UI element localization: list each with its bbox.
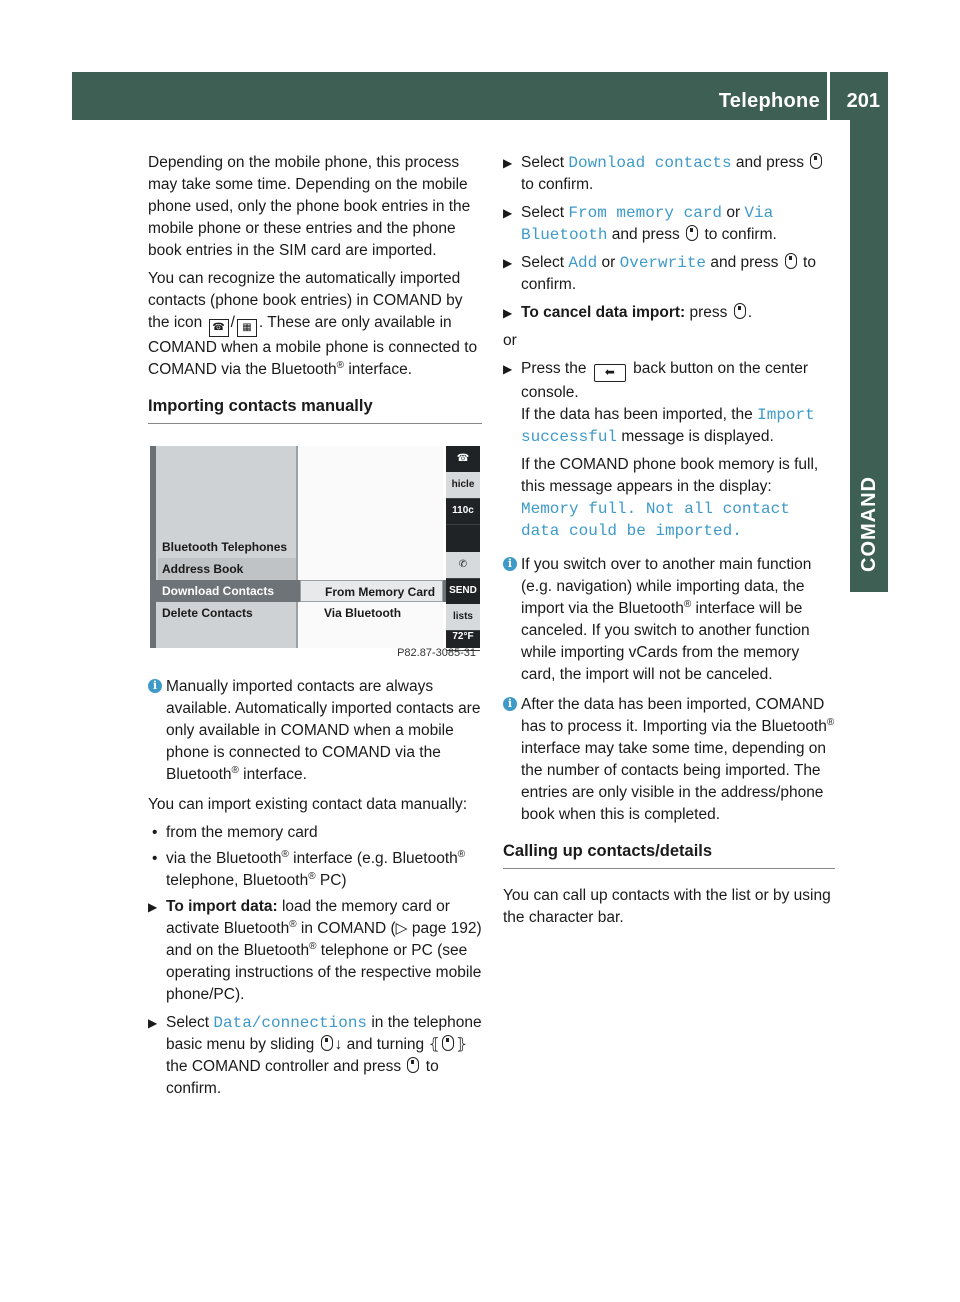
step-select-add-overwrite: ▶ Select Add or Overwrite and press to confirm. — [503, 254, 816, 293]
controller-slide-icon — [321, 1035, 333, 1051]
right-item-send[interactable]: SEND — [446, 578, 480, 605]
auto-import-book-icon: ▦ — [237, 319, 257, 337]
page-header — [72, 72, 888, 120]
intro-paragraph-1: Depending on the mobile phone, this process may take some time. Depending on the mobile phone used, only the phone book entries in the mobile phone or these entries and the phone book entries in the SIM card are imported. — [148, 154, 471, 259]
step-select-download-contacts: ▶ Select Download contacts and press to confirm. — [503, 152, 835, 196]
step-select-data-connections: ▶ Select Data/connections in the telephone basic menu by sliding ↓ and turning ⦃ ⦄ the COMAND controller and press to confirm. — [148, 1014, 482, 1097]
intro-paragraph-2: You can recognize the automatically imported contacts (phone book entries) in COMAND by the icon ☎ / ▦ . These are only available in COMAND when a mobile phone is connected to COMAND via the Bluetooth® interface. — [148, 270, 478, 378]
info-processing: i After the data has been imported, COMAND has to process it. Importing via the Bluetooth® interface may take some time, depending on the number of contacts being imported. The entries are only visible in the address/phone book when this is completed. — [503, 694, 835, 826]
call-icon[interactable]: ✆ — [446, 552, 480, 579]
controller-press-icon — [734, 303, 746, 319]
step-arrow-icon: ▶ — [503, 306, 513, 320]
back-button-icon: ⬅ — [594, 364, 626, 382]
menu-item-delete-contacts[interactable]: Delete Contacts — [162, 606, 253, 620]
controller-press-icon — [785, 253, 797, 269]
step-press-back: ▶ Press the ⬅ back button on the center console. If the data has been imported, the Import successful message is displayed. If the COMAND phone book memory is full, this message appears in the display: Memory full. Not all contact data could be imported. — [503, 360, 819, 540]
step-import-data: ▶ To import data: load the memory card or activate Bluetooth® in COMAND (▷ page 192) and on the Bluetooth® telephone or PC (see operating instructions of the respective mobile phone/PC). — [148, 898, 482, 1003]
final-paragraph: You can call up contacts with the list or by using the character bar. — [503, 887, 831, 926]
bullet-bluetooth: • via the Bluetooth® interface (e.g. Bluetooth® telephone, Bluetooth® PC) — [152, 848, 466, 889]
menu-item-address-book[interactable]: Address Book — [158, 558, 296, 580]
left-column — [148, 152, 482, 1106]
menu-item-bluetooth-telephones[interactable]: Bluetooth Telephones — [162, 540, 288, 554]
section-heading-calling-contacts: Calling up contacts/details — [503, 840, 835, 869]
auto-import-phone-icon: ☎ — [209, 319, 229, 337]
header-separator — [827, 72, 830, 120]
step-cancel-import: ▶ To cancel data import: press . — [503, 302, 835, 324]
info-switch-function: i If you switch over to another main function (e.g. navigation) while importing data, the import via the Bluetooth® interface will be canceled. If you switch to another function while importing vCards from the memory card, the import will not be canceled. — [503, 554, 835, 686]
side-tab-label: COMAND — [858, 476, 880, 572]
step-arrow-icon: ▶ — [503, 362, 513, 376]
right-column — [503, 152, 835, 935]
controller-press-icon — [686, 225, 698, 241]
step-select-source: ▶ Select From memory card or Via Bluetooth and press to confirm. — [503, 204, 777, 244]
comand-screenshot — [150, 446, 480, 658]
section-heading-import-manually: Importing contacts manually — [148, 395, 482, 424]
controller-press-icon — [407, 1057, 419, 1073]
controller-press-icon — [810, 153, 822, 169]
submenu-item-from-memory-card[interactable]: From Memory Card — [300, 580, 443, 602]
controller-turn-icon — [442, 1035, 454, 1051]
right-item-temperature: 72°F — [446, 624, 480, 651]
bullet-memory-card: • from the memory card — [152, 824, 318, 841]
info-icon: i — [503, 557, 517, 571]
submenu-item-via-bluetooth[interactable]: Via Bluetooth — [324, 606, 402, 620]
step-arrow-icon: ▶ — [503, 206, 513, 220]
import-intro: You can import existing contact data manually: — [148, 796, 468, 813]
info-icon: i — [148, 679, 162, 693]
memory-full-message: Memory full. Not all contact data could be imported. — [521, 500, 790, 540]
menu-item-download-contacts[interactable]: Download Contacts — [150, 580, 446, 602]
side-tab — [850, 120, 888, 392]
step-arrow-icon: ▶ — [148, 900, 158, 914]
step-arrow-icon: ▶ — [148, 1016, 158, 1030]
info-icon: i — [503, 697, 517, 711]
or-text: or — [503, 332, 517, 349]
step-arrow-icon: ▶ — [503, 156, 513, 170]
right-item-110c[interactable]: 110c — [446, 498, 480, 525]
phone-icon[interactable]: ☎ — [446, 446, 480, 473]
right-item-lists[interactable]: lists — [446, 604, 480, 631]
screenshot-caption: P82.87-3085-31 — [397, 647, 476, 659]
step-arrow-icon: ▶ — [503, 256, 513, 270]
page-number: 201 — [846, 90, 880, 112]
right-item-vehicle[interactable]: hicle — [446, 472, 480, 499]
info-manual-import: i Manually imported contacts are always available. Automatically imported contacts are only available in COMAND when a mobile phone is connected to COMAND via the Bluetooth® interface. — [148, 676, 482, 786]
header-title: Telephone — [718, 90, 820, 112]
